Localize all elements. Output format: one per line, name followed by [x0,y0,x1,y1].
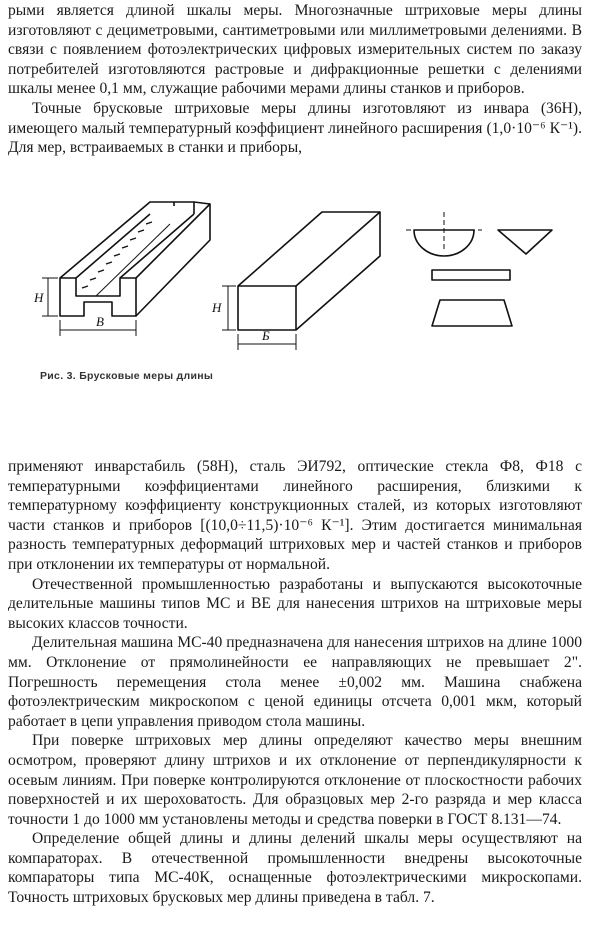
text-block-bottom [8,457,582,908]
text-block-top [8,1,582,158]
paragraph [8,829,582,907]
dimension-label-b: В [96,314,104,329]
paragraph [8,575,582,634]
paragraph-text: Определение общей длины и длины делений шкалы меры осуществляют на компараторах. В отечественной промышленности внедрены высокоточные компараторы типа МС-40К, оснащенные фотоэлектрическими микроскопами. Точность штриховых брусковых мер длины приведена в табл. 7. [8,830,582,907]
paragraph [8,99,582,158]
paragraph [8,633,582,731]
figure-drawing [0,190,590,360]
dimension-label-b2: Б [262,328,270,343]
paragraph-text: При поверке штриховых мер длины определяют качество меры внешним осмотром, проверяют длину штрихов и их отклонение от перпендикулярности к осевым линиям. При поверке контролируются отклонение от плоскостности рабочих поверхностей и их шероховатость. Для образцовых мер 2-го разряда и мер класса точности 1 до 1000 мм установлены методы и средства поверки в ГОСТ 8.131—74. [8,732,582,828]
dimension-label-h2: Н [212,300,222,315]
figure-caption: Рис. 3. Брусковые меры длины [40,370,214,382]
grooved-bar-drawing [42,202,210,336]
paragraph [8,731,582,829]
dimension-label-h: Н [34,290,44,305]
paragraph-text: Отечественной промышленностью разработаны и выпускаются высокоточные делительные машины типов МС и ВЕ для нанесения штрихов на штриховые меры высоких классов точности. [8,575,582,632]
figure-bar-gauges [0,190,590,360]
paragraph-text: Делительная машина МС-40 предназначена для нанесения штрихов на длине 1000 мм. Отклонение от прямолинейности ее направляющих не превышает 2". Погрешность перемещения стола менее ±0,002 мм. Машина снабжена фотоэлектрическим микроскопом с ценой единицы отсчета 0,001 мкм, который работает в цепи управления приводом стола машины. [8,634,582,730]
paragraph: применяют инварстабиль (58Н), сталь ЭИ792, оптические стекла Ф8, Ф18 с температурными коэффициентами линейного расширения, близкими к температурному коэффициенту конструкционных сталей, из которых изготовляют части станков и приборов [(10,0÷11,5)·10⁻⁶ К⁻¹]. Этим достигается минимальная разность температурных деформаций штриховых мер и частей станков и приборов при отклонении их температуры от нормальной. [8,458,582,573]
paragraph: рыми является длиной шкалы меры. Многозначные штриховые меры длины изготовляют с дециметровыми, сантиметровыми или миллиметровыми делениями. В связи с появлением фотоэлектрических цифровых измерительных систем по заказу потребителей изготовляются растровые и дифракционные решетки с делениями шкалы менее 0,1 мм, служащие рабочими мерами длины станков и приборов. [8,2,582,98]
rectangular-bar-drawing [222,212,380,350]
paragraph-text: Точные брусковые штриховые меры длины изготовляют из инвара (36Н), имеющего малый температурный коэффициент линейного расширения (1,0·10⁻⁶ К⁻¹). Для мер, встраиваемых в станки и приборы, [8,99,582,157]
cross-section-profiles [406,212,552,326]
